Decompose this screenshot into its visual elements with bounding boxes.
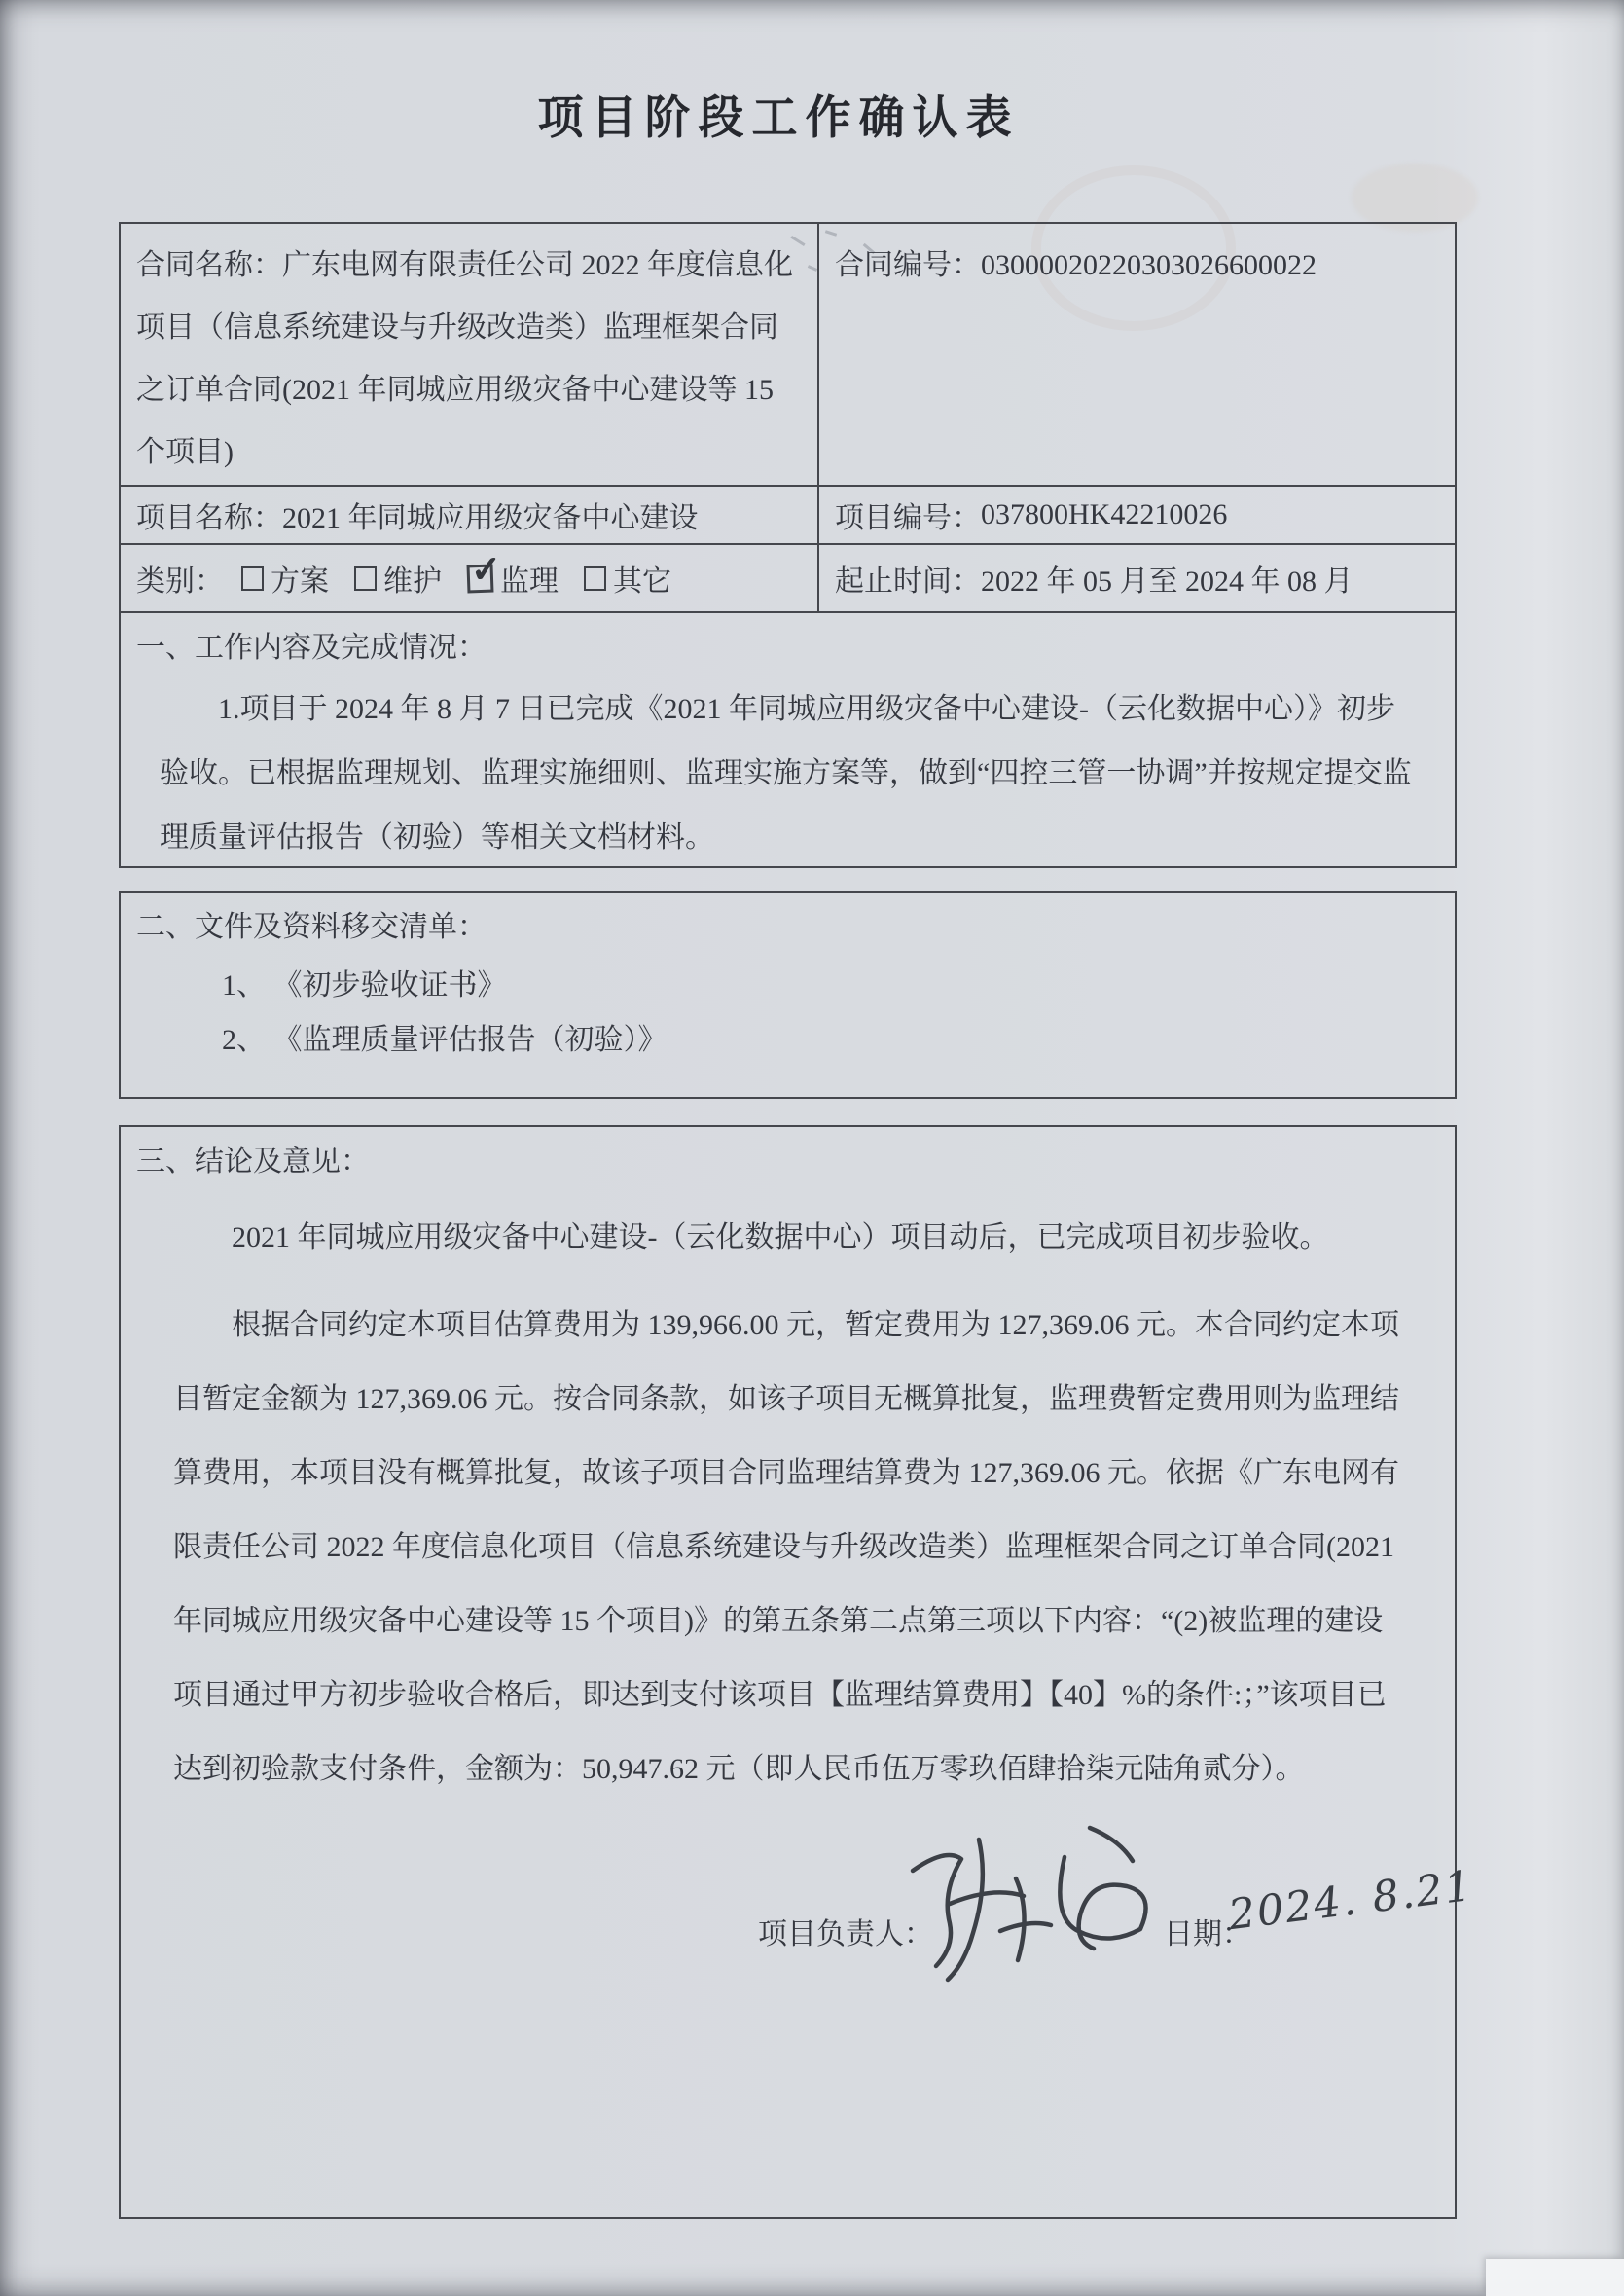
contract-row (121, 224, 1455, 485)
category-option-supervision: 监理 (500, 565, 559, 598)
project-name-value: 2021 年同城应用级灾备中心建设 (282, 502, 699, 534)
project-no-value: 037800HK42210026 (981, 498, 1228, 530)
project-no-cell (819, 487, 1455, 543)
section-1-title: 一、工作内容及完成情况： (136, 632, 487, 664)
checkbox-maintenance (354, 566, 377, 591)
project-name-cell (121, 487, 819, 543)
project-row (121, 485, 1455, 543)
header-table (119, 222, 1457, 868)
contract-no-label: 合同编号： (835, 249, 981, 281)
signature-block (121, 1820, 1476, 2054)
section-2 (119, 891, 1457, 1099)
category-option-other: 其它 (613, 565, 671, 598)
date-handwritten-value: 2024. 8.21 (1225, 1861, 1476, 1941)
signature-handwriting (899, 1814, 1172, 2019)
category-option-plan: 方案 (271, 565, 329, 598)
date-label: 日期： (1164, 1918, 1251, 1950)
category-option-maintenance: 维护 (383, 565, 442, 598)
duration-label: 起止时间： (835, 565, 981, 598)
category-label: 类别： (136, 565, 224, 598)
checkbox-other (584, 566, 606, 591)
duration-value: 2022 年 05 月至 2024 年 08 月 (981, 565, 1353, 598)
conclusion-paragraph-2: 根据合同约定本项目估算费用为 139,966.00 元，暂定费用为 127,369.06 元。本合同约定本项目暂定金额为 127,369.06 元。按合同条款，如该子项目无概算批复，监理费暂定费用则为监理结算费用，本项目没有概算批复，故该子项目合同监理结算费为 127,369.06 元。依据《广东电网有限责任公司 2022 年度信息化项目（信息系统建设与升级改造类）监理框架合同之订单合同(2021 年同城应用级灾备中心建设等 15 个项目)》的第五条第二点第三项以下内容：“(2)被监理的建设项目通过甲方初步验收合格后，即达到支付该项目【监理结算费用】【40】%的条件:；”该项目已达到初验款支付条件，金额为：50,947.62 元（即人民币伍万零玖佰肆拾柒元陆角贰分）。 (173, 1309, 1399, 1785)
handover-item: 1、 《初步验收证书》 (222, 969, 507, 1002)
contract-name-label: 合同名称： (136, 249, 282, 281)
project-no-label: 项目编号： (835, 502, 981, 534)
section-1 (121, 611, 1455, 866)
category-row (121, 543, 1455, 611)
contract-name-value: 广东电网有限责任公司 2022 年度信息化项目（信息系统建设与升级改造类）监理框架合同之订单合同(2021 年同城应用级灾备中心建设等 15 个项目) (136, 249, 793, 468)
contract-no-value: 03000020220303026600022 (981, 249, 1317, 281)
checkbox-plan (241, 566, 264, 591)
duration-cell (819, 545, 1455, 611)
conclusion-paragraph-1: 2021 年同城应用级灾备中心建设-（云化数据中心）项目动后，已完成项目初步验收。 (232, 1221, 1329, 1254)
checkbox-supervision-checked (467, 548, 503, 593)
signer-label: 项目负责人： (758, 1918, 933, 1950)
page-title: 项目阶段工作确认表 (537, 93, 1020, 144)
project-name-label: 项目名称： (136, 502, 282, 534)
contract-no-cell (819, 224, 1455, 485)
section-2-title: 二、文件及资料移交清单： (136, 911, 487, 943)
section-3 (119, 1125, 1476, 2219)
contract-name-cell (121, 224, 819, 485)
category-cell (121, 545, 819, 611)
section-3-title: 三、结论及意见： (136, 1146, 370, 1178)
handover-item: 2、 《监理质量评估报告（初验）》 (222, 1024, 668, 1056)
scan-corner-artifact (1486, 2259, 1624, 2296)
section-1-body: 1.项目于 2024 年 8 月 7 日已完成《2021 年同城应用级灾备中心建设-（云化数据中心）》初步验收。已根据监理规划、监理实施细则、监理实施方案等，做到“四控三管一协调”并按规定提交监理质量评估报告（初验）等相关文档材料。 (160, 693, 1412, 854)
check-icon: ✓ (469, 548, 503, 591)
